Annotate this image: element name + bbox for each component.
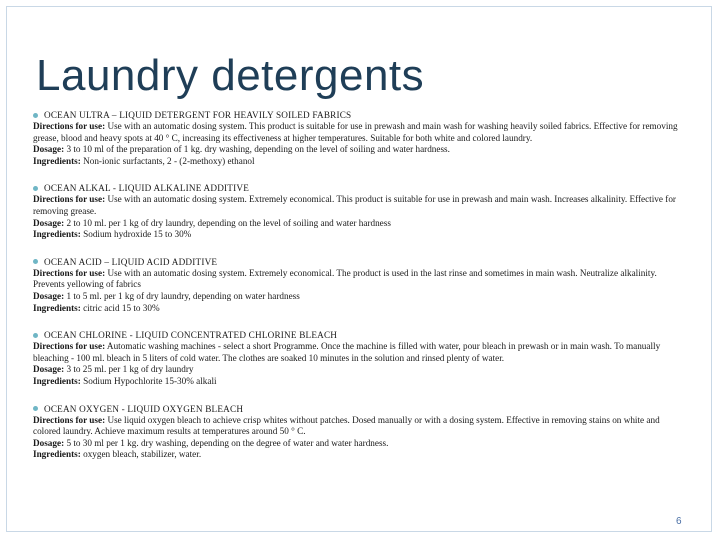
directions-label: Directions for use: (33, 341, 106, 352)
directions-text (33, 121, 683, 144)
dosage-text (33, 291, 683, 303)
product-list (33, 109, 683, 476)
ingredients-value: oxygen bleach, stabilizer, water. (80, 449, 202, 460)
bullet-icon (33, 406, 38, 411)
dosage-value: 3 to 25 ml. per 1 kg of dry laundry (64, 364, 194, 375)
bullet-icon (33, 113, 38, 118)
directions-value: Use with an automatic dosing system. Extremely economical. This product is suitable for use in prewash and main wash. Increases alkalinity. Effective for removing grease. (33, 194, 676, 216)
product-item (33, 329, 683, 387)
directions-text (33, 268, 683, 291)
product-heading (33, 109, 683, 121)
product-item (33, 182, 683, 240)
directions-value: Automatic washing machines - select a short Programme. Once the machine is filled with water, pour bleach in prewash or in main wash. To manually bleaching - 100 ml. bleach in 5 liters of cold water. The clothes are soaked 10 minutes in the solution and rinsed plenty of water. (33, 341, 661, 363)
product-name: OCEAN ULTRA – LIQUID DETERGENT FOR HEAVILY SOILED FABRICS (44, 110, 352, 120)
product-heading (33, 403, 683, 415)
bullet-icon (33, 186, 38, 191)
product-heading (33, 329, 683, 341)
dosage-label: Dosage: (33, 144, 65, 155)
directions-text (33, 194, 683, 217)
product-name: OCEAN ALKAL - LIQUID ALKALINE ADDITIVE (44, 183, 250, 194)
directions-label: Directions for use: (33, 121, 106, 131)
ingredients-value: citric acid 15 to 30% (80, 302, 160, 313)
dosage-text (33, 364, 683, 376)
ingredients-label: Ingredients: (33, 229, 81, 240)
ingredients-label: Ingredients: (33, 375, 81, 386)
product-name: OCEAN OXYGEN - LIQUID OXYGEN BLEACH (44, 403, 244, 414)
dosage-text (33, 144, 683, 156)
ingredients-label: Ingredients: (33, 302, 81, 313)
directions-text (33, 341, 683, 364)
ingredients-label: Ingredients: (33, 449, 81, 460)
directions-label: Directions for use: (33, 194, 106, 205)
dosage-value: 5 to 30 ml per 1 kg. dry washing, depending on the degree of water and water hardness. (64, 437, 389, 448)
ingredients-value: Sodium Hypochlorite 15-30% alkali (80, 375, 217, 386)
ingredients-text (33, 449, 683, 461)
product-heading (33, 256, 683, 268)
page-number: 6 (676, 516, 682, 527)
directions-value: Use liquid oxygen bleach to achieve crisp whites without patches. Dosed manually or with a dosing system. Effective in removing stains on white and colored laundry. Achieve maximum results at temperatures around 50 ° C. (33, 414, 660, 437)
product-item (33, 256, 683, 314)
product-item (33, 403, 683, 461)
dosage-text (33, 218, 683, 230)
dosage-label: Dosage: (33, 217, 65, 228)
ingredients-value: Sodium hydroxide 15 to 30% (80, 229, 192, 240)
dosage-label: Dosage: (33, 290, 65, 301)
bullet-icon (33, 259, 38, 264)
ingredients-value: Non-ionic surfactants, 2 - (2-methoxy) ethanol (80, 155, 255, 166)
dosage-text (33, 438, 683, 450)
ingredients-text (33, 229, 683, 241)
directions-label: Directions for use: (33, 414, 106, 425)
dosage-value: 2 to 10 ml. per 1 kg of dry laundry, depending on the level of soiling and water hardness (64, 217, 391, 228)
dosage-label: Dosage: (33, 364, 65, 375)
dosage-value: 3 to 10 ml of the preparation of 1 kg. dry washing, depending on the level of soiling and water hardness. (64, 144, 450, 155)
page-title: Laundry detergents (36, 51, 425, 100)
directions-value: Use with an automatic dosing system. This product is suitable for use in prewash and main wash for washing heavily soiled fabrics. Effective for removing grease, blood and heavy spots at 40 ° C, increasing its effectiveness at higher temperatures. Suitable for both white and colored laundry. (33, 121, 678, 143)
ingredients-text (33, 156, 683, 168)
product-name: OCEAN CHLORINE - LIQUID CONCENTRATED CHLORINE BLEACH (44, 330, 338, 341)
product-item (33, 109, 683, 167)
dosage-label: Dosage: (33, 437, 65, 448)
directions-text (33, 415, 683, 438)
directions-value: Use with an automatic dosing system. Extremely economical. The product is used in the last rinse and sometimes in main wash. Neutralize alkalinity. Prevents yellowing of fabrics (33, 267, 657, 290)
product-name: OCEAN ACID – LIQUID ACID ADDITIVE (44, 256, 218, 267)
ingredients-text (33, 303, 683, 315)
dosage-value: 1 to 5 ml. per 1 kg of dry laundry, depending on water hardness (64, 290, 300, 301)
ingredients-text (33, 376, 683, 388)
directions-label: Directions for use: (33, 267, 106, 278)
bullet-icon (33, 333, 38, 338)
product-heading (33, 182, 683, 194)
ingredients-label: Ingredients: (33, 155, 81, 166)
